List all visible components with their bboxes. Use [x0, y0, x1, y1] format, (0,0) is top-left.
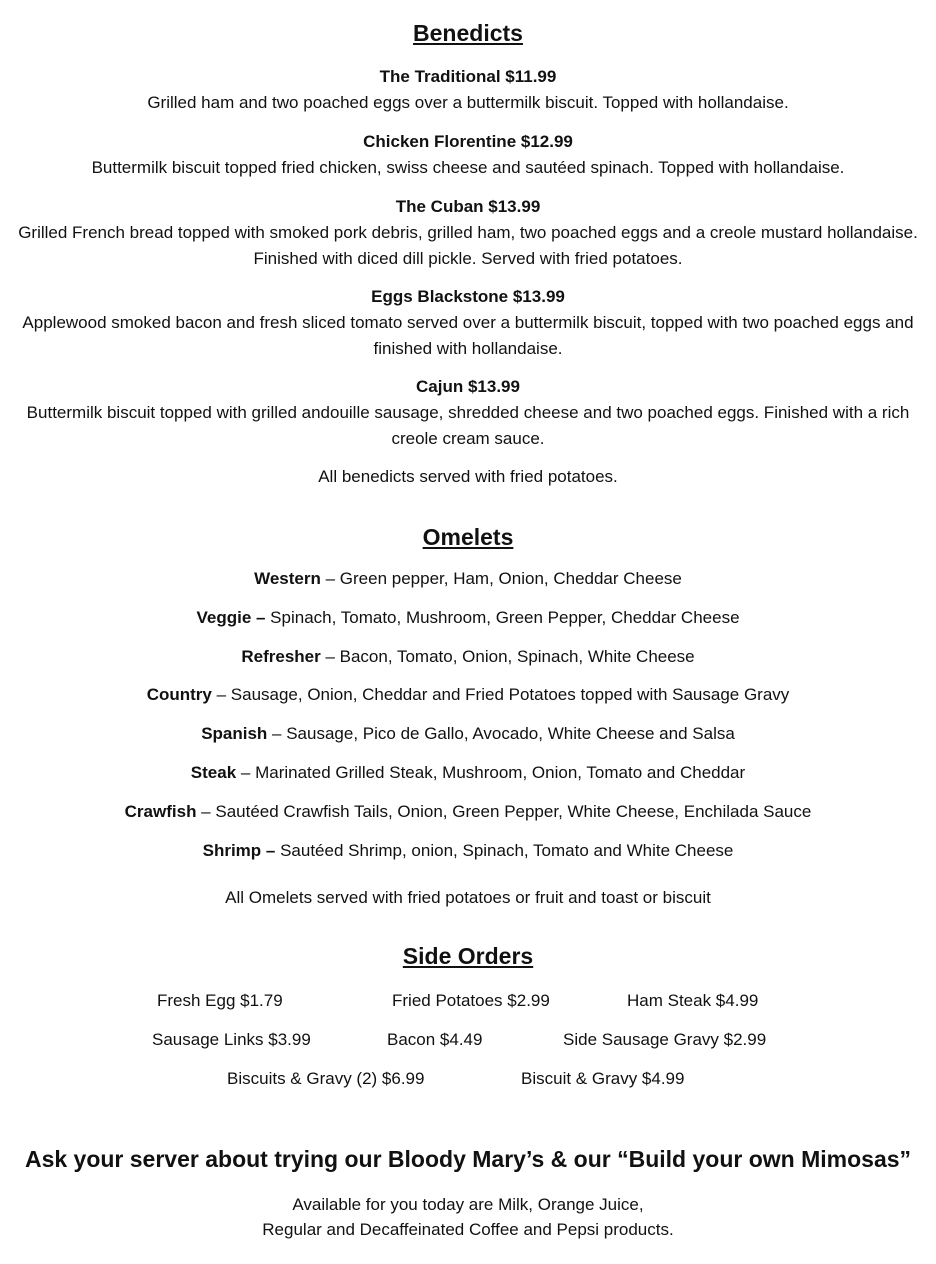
omelet-desc: – Green pepper, Ham, Onion, Cheddar Cheese: [320, 569, 682, 588]
benedict-item-name: Cajun $13.99: [416, 377, 520, 396]
omelet-item: [0, 841, 936, 861]
benedict-item-name: Eggs Blackstone $13.99: [371, 287, 565, 306]
omelet-name: Country: [146, 685, 212, 704]
omelet-desc: – Sausage, Pico de Gallo, Avocado, White Cheese and Salsa: [267, 724, 735, 743]
omelet-name: Refresher: [241, 647, 321, 666]
omelet-item: [0, 647, 936, 667]
omelet-name: Shrimp –: [202, 841, 276, 860]
benedict-item-name: Chicken Florentine $12.99: [363, 132, 573, 151]
sides-title: Side Orders: [402, 943, 534, 969]
side-item: Sausage Links $3.99: [152, 1030, 311, 1049]
side-item: Biscuit & Gravy $4.99: [521, 1069, 685, 1088]
omelet-item: [0, 569, 936, 589]
promo-text: Ask your server about trying our Bloody Mary’s & our “Build your own Mimosas”: [24, 1146, 912, 1172]
closing-line-2: Regular and Decaffeinated Coffee and Pepsi products.: [262, 1220, 674, 1239]
benedict-item-desc: Grilled French bread topped with smoked pork debris, grilled ham, two poached eggs and a creole mustard hollandaise. Finished with diced dill pickle. Served with fried potatoes.: [18, 223, 918, 268]
omelet-desc: – Marinated Grilled Steak, Mushroom, Onion, Tomato and Cheddar: [236, 763, 746, 782]
omelet-desc: – Sausage, Onion, Cheddar and Fried Potatoes topped with Sausage Gravy: [211, 685, 790, 704]
omelets-title: Omelets: [422, 524, 514, 550]
benedict-item-desc: Grilled ham and two poached eggs over a buttermilk biscuit. Topped with hollandaise.: [147, 93, 789, 112]
benedict-item-desc: Applewood smoked bacon and fresh sliced tomato served over a buttermilk biscuit, topped with two poached eggs and finished with hollandaise.: [22, 313, 914, 358]
omelet-item: [0, 802, 936, 822]
benedict-item-name: The Cuban $13.99: [395, 197, 541, 216]
omelet-item: [0, 685, 936, 705]
side-item: Fresh Egg $1.79: [157, 991, 283, 1010]
side-item: Biscuits & Gravy (2) $6.99: [227, 1069, 425, 1088]
side-item: Side Sausage Gravy $2.99: [563, 1030, 767, 1049]
omelet-desc: – Bacon, Tomato, Onion, Spinach, White Cheese: [320, 647, 695, 666]
benedict-item-desc: Buttermilk biscuit topped fried chicken, swiss cheese and sautéed spinach. Topped with hollandaise.: [91, 158, 845, 177]
omelet-item: [0, 763, 936, 783]
omelet-name: Crawfish: [124, 802, 197, 821]
benedict-item-name: The Traditional $11.99: [379, 67, 557, 86]
omelet-item: [0, 724, 936, 744]
side-item: Bacon $4.49: [387, 1030, 483, 1049]
omelet-desc: Sautéed Shrimp, onion, Spinach, Tomato and White Cheese: [275, 841, 734, 860]
omelets-note: All Omelets served with fried potatoes or fruit and toast or biscuit: [225, 888, 711, 907]
closing-line-1: Available for you today are Milk, Orange Juice,: [292, 1195, 644, 1214]
omelet-item: [0, 608, 936, 628]
benedicts-note: All benedicts served with fried potatoes.: [318, 467, 618, 486]
benedict-item-desc: Buttermilk biscuit topped with grilled andouille sausage, shredded cheese and two poached eggs. Finished with a rich creole cream sauce.: [26, 403, 910, 448]
omelet-name: Steak: [190, 763, 237, 782]
omelet-name: Veggie –: [196, 608, 266, 627]
omelet-name: Spanish: [201, 724, 268, 743]
benedicts-title: Benedicts: [413, 20, 523, 46]
side-item: Ham Steak $4.99: [627, 991, 759, 1010]
side-item: Fried Potatoes $2.99: [392, 991, 550, 1010]
omelet-desc: Spinach, Tomato, Mushroom, Green Pepper, Cheddar Cheese: [265, 608, 740, 627]
omelet-desc: – Sautéed Crawfish Tails, Onion, Green Pepper, White Cheese, Enchilada Sauce: [196, 802, 812, 821]
omelet-name: Western: [254, 569, 321, 588]
